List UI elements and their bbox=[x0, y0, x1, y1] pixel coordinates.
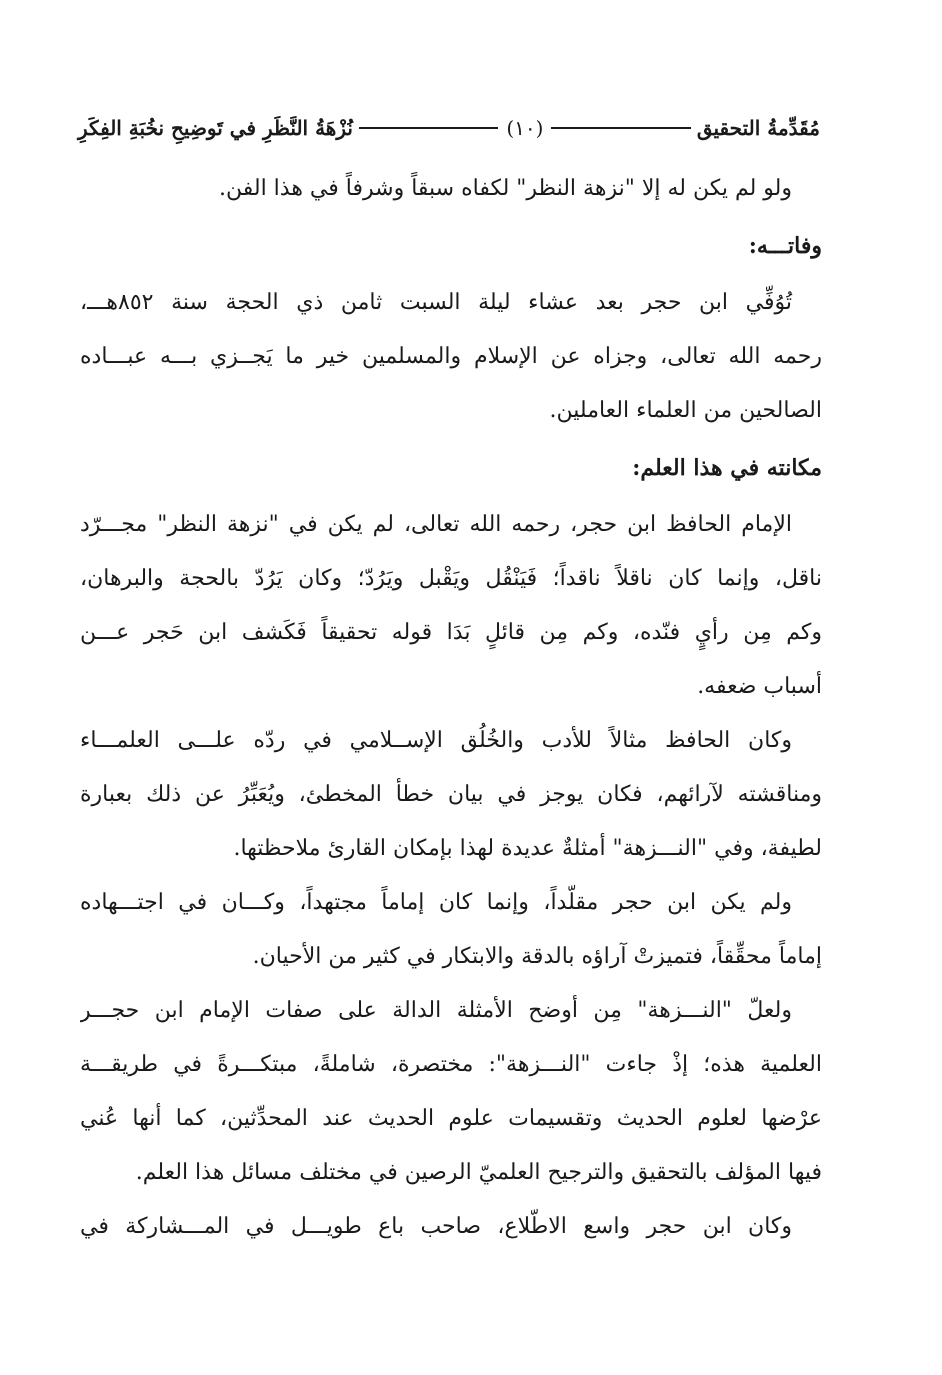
running-header bbox=[78, 108, 820, 148]
body-line: وكان ابن حجر واسع الاطّلاع، صاحب باع طويـــل في المـــشاركة في bbox=[80, 1214, 792, 1239]
body-line: ومناقشته لآرائهم، فكان يوجز في بيان خطأ المخطئ، ويُعَبِّرُ عن ذلك بعبارة bbox=[80, 782, 822, 807]
body-line: وكم مِن رأيٍ فنّده، وكم مِن قائلٍ بَدَا قوله تحقيقاً فَكَشف ابن حَجر عـــن bbox=[80, 620, 822, 645]
book-title: نُزْهَةُ النَّظَرِ في تَوضِيحِ نخُبَةِ الفِكَرِ bbox=[78, 116, 353, 140]
body-line: أسباب ضعفه. bbox=[697, 674, 822, 699]
body-line: ولم يكن ابن حجر مقلّداً، وإنما كان إماماً مجتهداً، وكـــان في اجتـــهاده bbox=[80, 890, 792, 915]
body-line: رحمه الله تعالى، وجزاه عن الإسلام والمسلمين خير ما يَجــزي بـــه عبـــاده bbox=[80, 344, 822, 369]
section-heading: وفاتـــه: bbox=[748, 233, 822, 259]
header-rule bbox=[551, 127, 690, 129]
body-line: ناقل، وإنما كان ناقلاً ناقداً؛ فَيَنْقُل ويَقْبل ويَرُدّ؛ وكان يَرُدّ بالحجة والبرهان، bbox=[80, 566, 822, 591]
body-line: ولو لم يكن له إلا "نزهة النظر" لكفاه سبقاً وشرفاً في هذا الفن. bbox=[219, 176, 792, 201]
body-line: لطيفة، وفي "النـــزهة" أمثلةٌ عديدة لهذا بإمكان القارئ ملاحظتها. bbox=[233, 836, 822, 861]
body-line: إماماً محقِّقاً، فتميزتْ آراؤه بالدقة والابتكار في كثير من الأحيان. bbox=[252, 944, 822, 969]
page-body bbox=[80, 162, 822, 1254]
section-title: مُقَدِّمةُ التحقيق bbox=[696, 116, 820, 140]
body-line: العلمية هذه؛ إذْ جاءت "النـــزهة": مختصرة، شاملةً، مبتكـــرةً في طريقـــة bbox=[80, 1052, 822, 1077]
body-line: عرْضها لعلوم الحديث وتقسيمات علوم الحديث عند المحدِّثين، كما أنها عُني bbox=[80, 1106, 822, 1131]
body-line: وكان الحافظ مثالاً للأدب والخُلُق الإســلامي في ردّه علـــى العلمـــاء bbox=[80, 728, 792, 753]
section-heading: مكانته في هذا العلم: bbox=[632, 455, 822, 481]
body-line: تُوُفِّي ابن حجر بعد عشاء ليلة السبت ثامن ذي الحجة سنة ٨٥٢هـــ، bbox=[80, 290, 792, 315]
body-line: الصالحين من العلماء العاملين. bbox=[549, 398, 822, 423]
body-line: ولعلّ "النـــزهة" مِن أوضح الأمثلة الدالة على صفات الإمام ابن حجـــر bbox=[80, 998, 792, 1023]
body-line: فيها المؤلف بالتحقيق والترجيح العلميّ الرصين في مختلف مسائل هذا العلم. bbox=[135, 1160, 822, 1185]
header-rule bbox=[359, 127, 498, 129]
body-line: الإمام الحافظ ابن حجر، رحمه الله تعالى، لم يكن في "نزهة النظر" مجـــرّد bbox=[80, 512, 792, 537]
page-number: (١٠) bbox=[506, 116, 544, 140]
